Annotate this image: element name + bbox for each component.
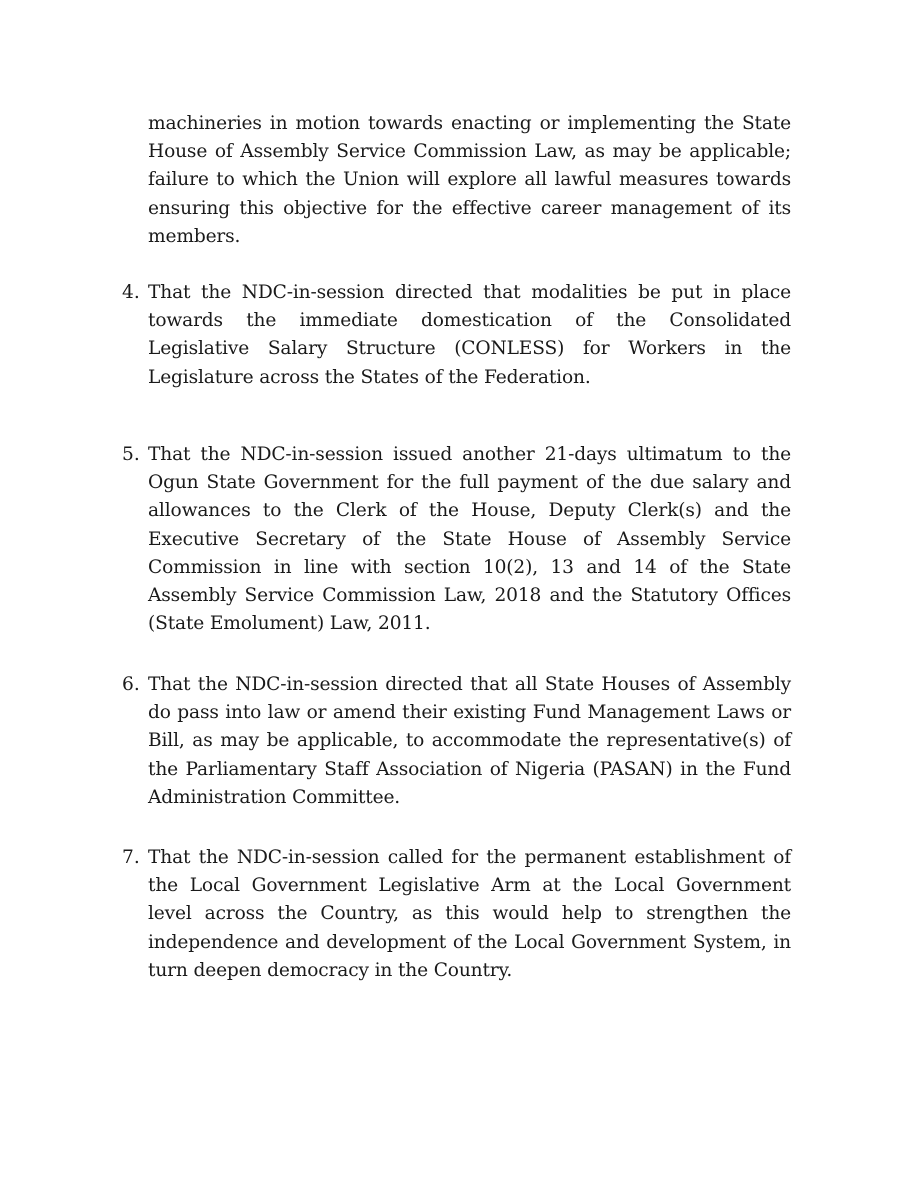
list-item-4 [122,279,791,392]
list-item-6 [122,671,791,812]
item-text: That the NDC-in-session issued another 21-days ultimatum to the Ogun State Government for the full payment of the due salary and allowances to the Clerk of the House, Deputy Clerk(s) and the Executive Secretary of the State House of Assembly Service Commission in line with section 10(2), 13 and 14 of the State Assembly Service Commission Law, 2018 and the Statutory Offices (State Emolument) Law, 2011. [148,444,791,635]
item-text: That the NDC-in-session directed that all State Houses of Assembly do pass into law or amend their existing Fund Management Laws or Bill, as may be applicable, to accommodate the representative(s) of the Parliamentary Staff Association of Nigeria (PASAN) in the Fund Administration Committee. [148,674,791,808]
item-number: 4. [122,282,140,303]
item-number: 5. [122,444,140,465]
item-number: 6. [122,674,140,695]
item-number: 7. [122,847,140,868]
continuation-paragraph: machineries in motion towards enacting or implementing the State House of Assembly Service Commission Law, as may be applicable; failure to which the Union will explore all lawful measures towards ensuring this objective for the effective career management of its members. [148,113,791,247]
item-text: That the NDC-in-session directed that modalities be put in place towards the immediate domestication of the Consolidated Legislative Salary Structure (CONLESS) for Workers in the Legislature across the States of the Federation. [148,282,791,388]
item-text: That the NDC-in-session called for the permanent establishment of the Local Government Legislative Arm at the Local Government level across the Country, as this would help to strengthen the independence and development of the Local Government System, in turn deepen democracy in the Country. [148,847,791,981]
list-item-7 [122,844,791,985]
list-item-5 [122,441,791,638]
